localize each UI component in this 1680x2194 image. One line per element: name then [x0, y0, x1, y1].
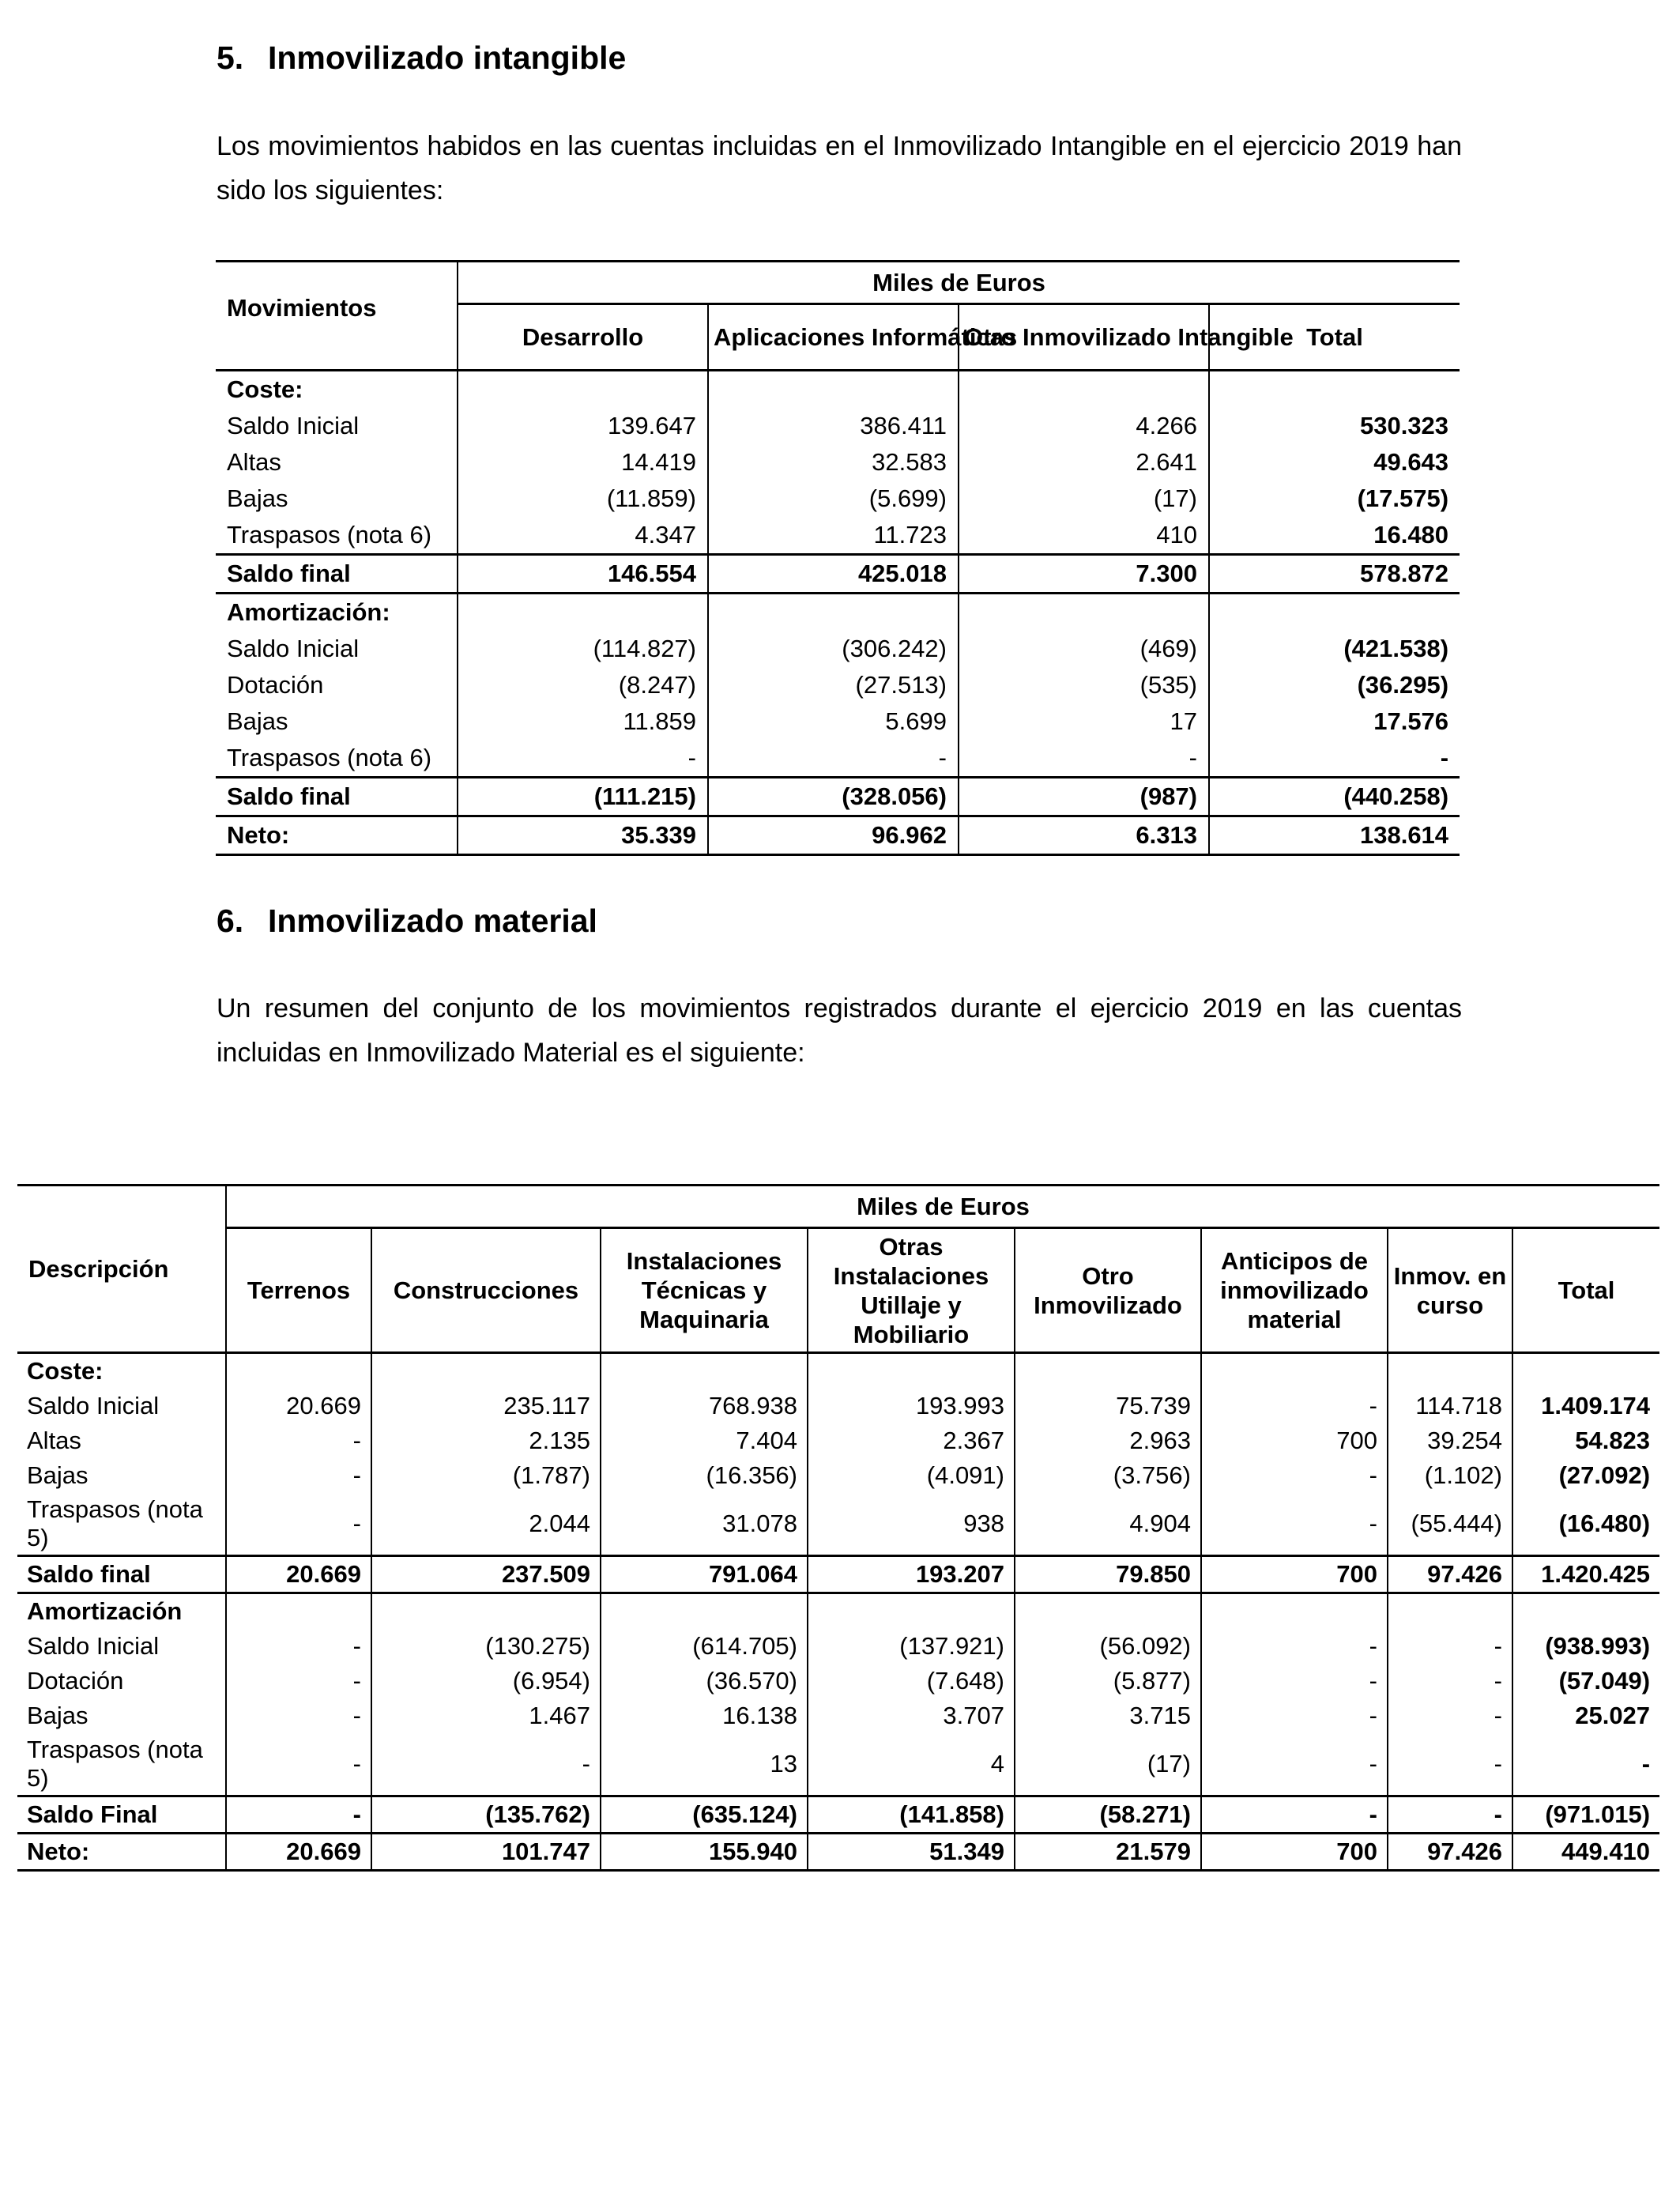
total-cell: 138.614	[1209, 816, 1460, 855]
table-row	[17, 1733, 1659, 1796]
table-cell: 5.699	[708, 703, 959, 740]
empty-cell	[708, 371, 959, 409]
row-label: Saldo Inicial	[227, 412, 360, 439]
table-cell: (56.092)	[1015, 1629, 1201, 1664]
table-cell: 13	[601, 1733, 808, 1796]
empty-cell	[959, 594, 1209, 631]
table-cell: 768.938	[601, 1389, 808, 1423]
subtotal-row	[216, 555, 1460, 594]
section-label-row	[216, 371, 1460, 409]
table-cell: (535)	[959, 667, 1209, 703]
total-cell: 17.576	[1209, 703, 1460, 740]
table-cell: (5.877)	[1015, 1664, 1201, 1698]
table-row	[216, 740, 1460, 778]
table-cell: 146.554	[458, 555, 708, 594]
row-label: Saldo final	[227, 782, 351, 810]
empty-cell	[708, 594, 959, 631]
table-cell: 96.962	[708, 816, 959, 855]
section-label: Amortización:	[227, 598, 390, 626]
empty-cell	[1209, 594, 1460, 631]
empty-cell	[1015, 1353, 1201, 1389]
total-cell: (440.258)	[1209, 778, 1460, 816]
row-label: Altas	[27, 1427, 81, 1454]
total-cell: (57.049)	[1512, 1664, 1659, 1698]
empty-cell	[808, 1593, 1015, 1630]
column-header: Desarrollo	[458, 304, 708, 371]
empty-cell	[601, 1353, 808, 1389]
total-cell: -	[1209, 740, 1460, 778]
subtotal-row	[216, 778, 1460, 816]
table-cell: -	[1201, 1458, 1388, 1493]
table-cell: 425.018	[708, 555, 959, 594]
row-label: Saldo Inicial	[27, 1632, 160, 1660]
table-cell: (16.356)	[601, 1458, 808, 1493]
table-cell: 97.426	[1388, 1834, 1512, 1871]
table-cell: 79.850	[1015, 1556, 1201, 1593]
column-header: Otras Instalaciones Utillaje y Mobiliario	[808, 1228, 1015, 1353]
tangible-assets-table	[17, 1184, 1659, 1872]
table-row	[216, 444, 1460, 481]
subtotal-row	[17, 1796, 1659, 1834]
table-cell: -	[226, 1796, 371, 1834]
row-label: Saldo final	[27, 1560, 151, 1588]
table-cell: (1.102)	[1388, 1458, 1512, 1493]
table-cell: 11.723	[708, 517, 959, 555]
table-cell: 3.715	[1015, 1698, 1201, 1733]
table-cell: 32.583	[708, 444, 959, 481]
empty-cell	[226, 1593, 371, 1630]
row-label: Traspasos (nota 6)	[227, 744, 432, 771]
table-cell: (111.215)	[458, 778, 708, 816]
section-6-heading	[217, 903, 597, 940]
table-cell: -	[1201, 1389, 1388, 1423]
section-label-row	[17, 1353, 1659, 1389]
section-label: Coste:	[27, 1357, 104, 1385]
table-cell: 2.044	[371, 1493, 601, 1556]
total-cell: 54.823	[1512, 1423, 1659, 1458]
empty-cell	[1388, 1593, 1512, 1630]
column-header: Inmov. en curso	[1388, 1228, 1512, 1353]
column-header: Aplicaciones Informáticas	[708, 304, 959, 371]
table-cell: -	[1201, 1664, 1388, 1698]
table-cell: 3.707	[808, 1698, 1015, 1733]
table-cell: 700	[1201, 1834, 1388, 1871]
table-cell: -	[959, 740, 1209, 778]
section-label-row	[17, 1593, 1659, 1630]
table-cell: 237.509	[371, 1556, 601, 1593]
table-cell: 17	[959, 703, 1209, 740]
table-row	[17, 1458, 1659, 1493]
row-label: Saldo Inicial	[27, 1392, 160, 1419]
empty-cell	[458, 594, 708, 631]
table-cell: (8.247)	[458, 667, 708, 703]
table-cell: 101.747	[371, 1834, 601, 1871]
row-header: Movimientos	[227, 293, 377, 322]
total-cell: (16.480)	[1512, 1493, 1659, 1556]
table-cell: (11.859)	[458, 481, 708, 517]
total-cell: (971.015)	[1512, 1796, 1659, 1834]
total-cell: 578.872	[1209, 555, 1460, 594]
table-cell: -	[1388, 1796, 1512, 1834]
table-row	[216, 517, 1460, 555]
row-label: Bajas	[227, 484, 288, 512]
empty-cell	[1015, 1593, 1201, 1630]
table-cell: 139.647	[458, 408, 708, 444]
section-title: Inmovilizado intangible	[268, 40, 627, 76]
row-label: Bajas	[27, 1461, 89, 1489]
table-row	[17, 1493, 1659, 1556]
column-header: Otro Inmovilizado Intangible	[959, 304, 1209, 371]
empty-cell	[1512, 1353, 1659, 1389]
table-cell: -	[226, 1423, 371, 1458]
empty-cell	[808, 1353, 1015, 1389]
table-cell: -	[1388, 1733, 1512, 1796]
table-cell: (58.271)	[1015, 1796, 1201, 1834]
section-5-heading	[217, 40, 626, 77]
table-cell: 20.669	[226, 1389, 371, 1423]
table-row	[17, 1664, 1659, 1698]
empty-cell	[1201, 1593, 1388, 1630]
row-label: Neto:	[227, 821, 290, 849]
row-label: Bajas	[27, 1702, 89, 1729]
table-cell: -	[1201, 1733, 1388, 1796]
group-header: Miles de Euros	[458, 262, 1460, 304]
table-cell: 20.669	[226, 1556, 371, 1593]
table-cell: 2.367	[808, 1423, 1015, 1458]
table-cell: (4.091)	[808, 1458, 1015, 1493]
row-label: Traspasos (nota 5)	[27, 1495, 203, 1551]
intangible-assets-table	[216, 260, 1460, 856]
table-cell: 386.411	[708, 408, 959, 444]
total-cell: 1.420.425	[1512, 1556, 1659, 1593]
table-cell: 4.347	[458, 517, 708, 555]
table-cell: 193.207	[808, 1556, 1015, 1593]
empty-cell	[371, 1353, 601, 1389]
section-label: Amortización	[27, 1597, 183, 1625]
table-cell: 193.993	[808, 1389, 1015, 1423]
table-cell: 97.426	[1388, 1556, 1512, 1593]
total-cell: (421.538)	[1209, 631, 1460, 667]
table-cell: (17)	[1015, 1733, 1201, 1796]
section-5-paragraph: Los movimientos habidos en las cuentas incluidas en el Inmovilizado Intangible en el ejercicio 2019 han sido los siguientes:	[217, 131, 1462, 205]
total-cell: (938.993)	[1512, 1629, 1659, 1664]
total-cell: 1.409.174	[1512, 1389, 1659, 1423]
table-row	[216, 631, 1460, 667]
table-cell: 14.419	[458, 444, 708, 481]
empty-cell	[959, 371, 1209, 409]
table-cell: 791.064	[601, 1556, 808, 1593]
column-header: Instalaciones Técnicas y Maquinaria	[601, 1228, 808, 1353]
table-cell: (6.954)	[371, 1664, 601, 1698]
table-cell: (5.699)	[708, 481, 959, 517]
column-header: Terrenos	[226, 1228, 371, 1353]
subtotal-row	[17, 1556, 1659, 1593]
table-cell: -	[1201, 1493, 1388, 1556]
table-cell: (36.570)	[601, 1664, 808, 1698]
table-cell: 51.349	[808, 1834, 1015, 1871]
total-cell: (36.295)	[1209, 667, 1460, 703]
table-cell: -	[226, 1664, 371, 1698]
column-header: Total	[1209, 304, 1460, 371]
table-cell: 4.904	[1015, 1493, 1201, 1556]
table-cell: 2.641	[959, 444, 1209, 481]
row-label: Dotación	[27, 1667, 124, 1695]
table-cell: -	[226, 1493, 371, 1556]
table-cell: -	[708, 740, 959, 778]
table-cell: -	[226, 1458, 371, 1493]
net-row	[216, 816, 1460, 855]
table-cell: -	[1388, 1664, 1512, 1698]
total-cell: -	[1512, 1733, 1659, 1796]
total-cell: (17.575)	[1209, 481, 1460, 517]
row-label: Neto:	[27, 1838, 90, 1865]
total-cell: 25.027	[1512, 1698, 1659, 1733]
table-cell: (1.787)	[371, 1458, 601, 1493]
table-cell: (17)	[959, 481, 1209, 517]
table-cell: -	[1201, 1698, 1388, 1733]
table-cell: 11.859	[458, 703, 708, 740]
table-cell: 75.739	[1015, 1389, 1201, 1423]
table-row	[216, 703, 1460, 740]
total-cell: 530.323	[1209, 408, 1460, 444]
table-cell: (55.444)	[1388, 1493, 1512, 1556]
empty-cell	[1209, 371, 1460, 409]
empty-cell	[1512, 1593, 1659, 1630]
table-cell: (328.056)	[708, 778, 959, 816]
section-number: 6.	[217, 903, 244, 939]
column-header: Otro Inmovilizado	[1015, 1228, 1201, 1353]
table-row	[17, 1389, 1659, 1423]
table-cell: (306.242)	[708, 631, 959, 667]
row-label: Saldo final	[227, 560, 351, 587]
section-title: Inmovilizado material	[268, 903, 597, 939]
table-row	[216, 481, 1460, 517]
section-label: Coste:	[227, 375, 303, 403]
row-label: Saldo Inicial	[227, 635, 360, 662]
table-cell: (7.648)	[808, 1664, 1015, 1698]
table-row	[216, 667, 1460, 703]
group-header: Miles de Euros	[226, 1186, 1659, 1228]
table-cell: (614.705)	[601, 1629, 808, 1664]
table-cell: 16.138	[601, 1698, 808, 1733]
row-label: Dotación	[227, 671, 324, 699]
table-row	[17, 1698, 1659, 1733]
table-cell: -	[1201, 1629, 1388, 1664]
column-header: Anticipos de inmovilizado material	[1201, 1228, 1388, 1353]
table-cell: (987)	[959, 778, 1209, 816]
table-cell: (114.827)	[458, 631, 708, 667]
empty-cell	[371, 1593, 601, 1630]
table-cell: 4	[808, 1733, 1015, 1796]
table-cell: -	[371, 1733, 601, 1796]
table-cell: (135.762)	[371, 1796, 601, 1834]
total-cell: (27.092)	[1512, 1458, 1659, 1493]
table-cell: -	[226, 1629, 371, 1664]
table-cell: 938	[808, 1493, 1015, 1556]
table-cell: (469)	[959, 631, 1209, 667]
table-cell: -	[226, 1698, 371, 1733]
row-label: Saldo Final	[27, 1800, 158, 1828]
table-cell: -	[1388, 1698, 1512, 1733]
table-cell: (130.275)	[371, 1629, 601, 1664]
empty-cell	[1201, 1353, 1388, 1389]
table-cell: 4.266	[959, 408, 1209, 444]
table-cell: -	[226, 1733, 371, 1796]
net-row	[17, 1834, 1659, 1871]
row-label: Traspasos (nota 5)	[27, 1736, 203, 1792]
row-label: Altas	[227, 448, 281, 476]
table-cell: 20.669	[226, 1834, 371, 1871]
empty-cell	[1388, 1353, 1512, 1389]
section-label-row	[216, 594, 1460, 631]
column-header: Total	[1512, 1228, 1659, 1353]
row-header: Descripción	[28, 1255, 169, 1283]
section-6-paragraph: Un resumen del conjunto de los movimientos registrados durante el ejercicio 2019 en las cuentas incluidas en Inmovilizado Material es el siguiente:	[217, 993, 1462, 1068]
table-cell: 155.940	[601, 1834, 808, 1871]
table-cell: 6.313	[959, 816, 1209, 855]
table-cell: 35.339	[458, 816, 708, 855]
table-cell: (3.756)	[1015, 1458, 1201, 1493]
table-cell: 7.404	[601, 1423, 808, 1458]
empty-cell	[601, 1593, 808, 1630]
table-cell: 410	[959, 517, 1209, 555]
total-cell: 49.643	[1209, 444, 1460, 481]
table-cell: (141.858)	[808, 1796, 1015, 1834]
row-label: Bajas	[227, 707, 288, 735]
table-cell: 700	[1201, 1556, 1388, 1593]
table-cell: 235.117	[371, 1389, 601, 1423]
table-row	[216, 408, 1460, 444]
table-cell: (635.124)	[601, 1796, 808, 1834]
total-cell: 16.480	[1209, 517, 1460, 555]
table-cell: (27.513)	[708, 667, 959, 703]
table-cell: 2.963	[1015, 1423, 1201, 1458]
table-row	[17, 1423, 1659, 1458]
table-cell: 2.135	[371, 1423, 601, 1458]
table-cell: 700	[1201, 1423, 1388, 1458]
table-cell: (137.921)	[808, 1629, 1015, 1664]
column-header: Construcciones	[371, 1228, 601, 1353]
table-cell: 39.254	[1388, 1423, 1512, 1458]
table-cell: -	[1388, 1629, 1512, 1664]
empty-cell	[458, 371, 708, 409]
table-cell: 114.718	[1388, 1389, 1512, 1423]
total-cell: 449.410	[1512, 1834, 1659, 1871]
table-cell: -	[1201, 1796, 1388, 1834]
table-row	[17, 1629, 1659, 1664]
table-cell: 21.579	[1015, 1834, 1201, 1871]
table-cell: 7.300	[959, 555, 1209, 594]
table-cell: 31.078	[601, 1493, 808, 1556]
section-number: 5.	[217, 40, 244, 76]
table-cell: -	[458, 740, 708, 778]
table-cell: 1.467	[371, 1698, 601, 1733]
row-label: Traspasos (nota 6)	[227, 521, 432, 548]
empty-cell	[226, 1353, 371, 1389]
